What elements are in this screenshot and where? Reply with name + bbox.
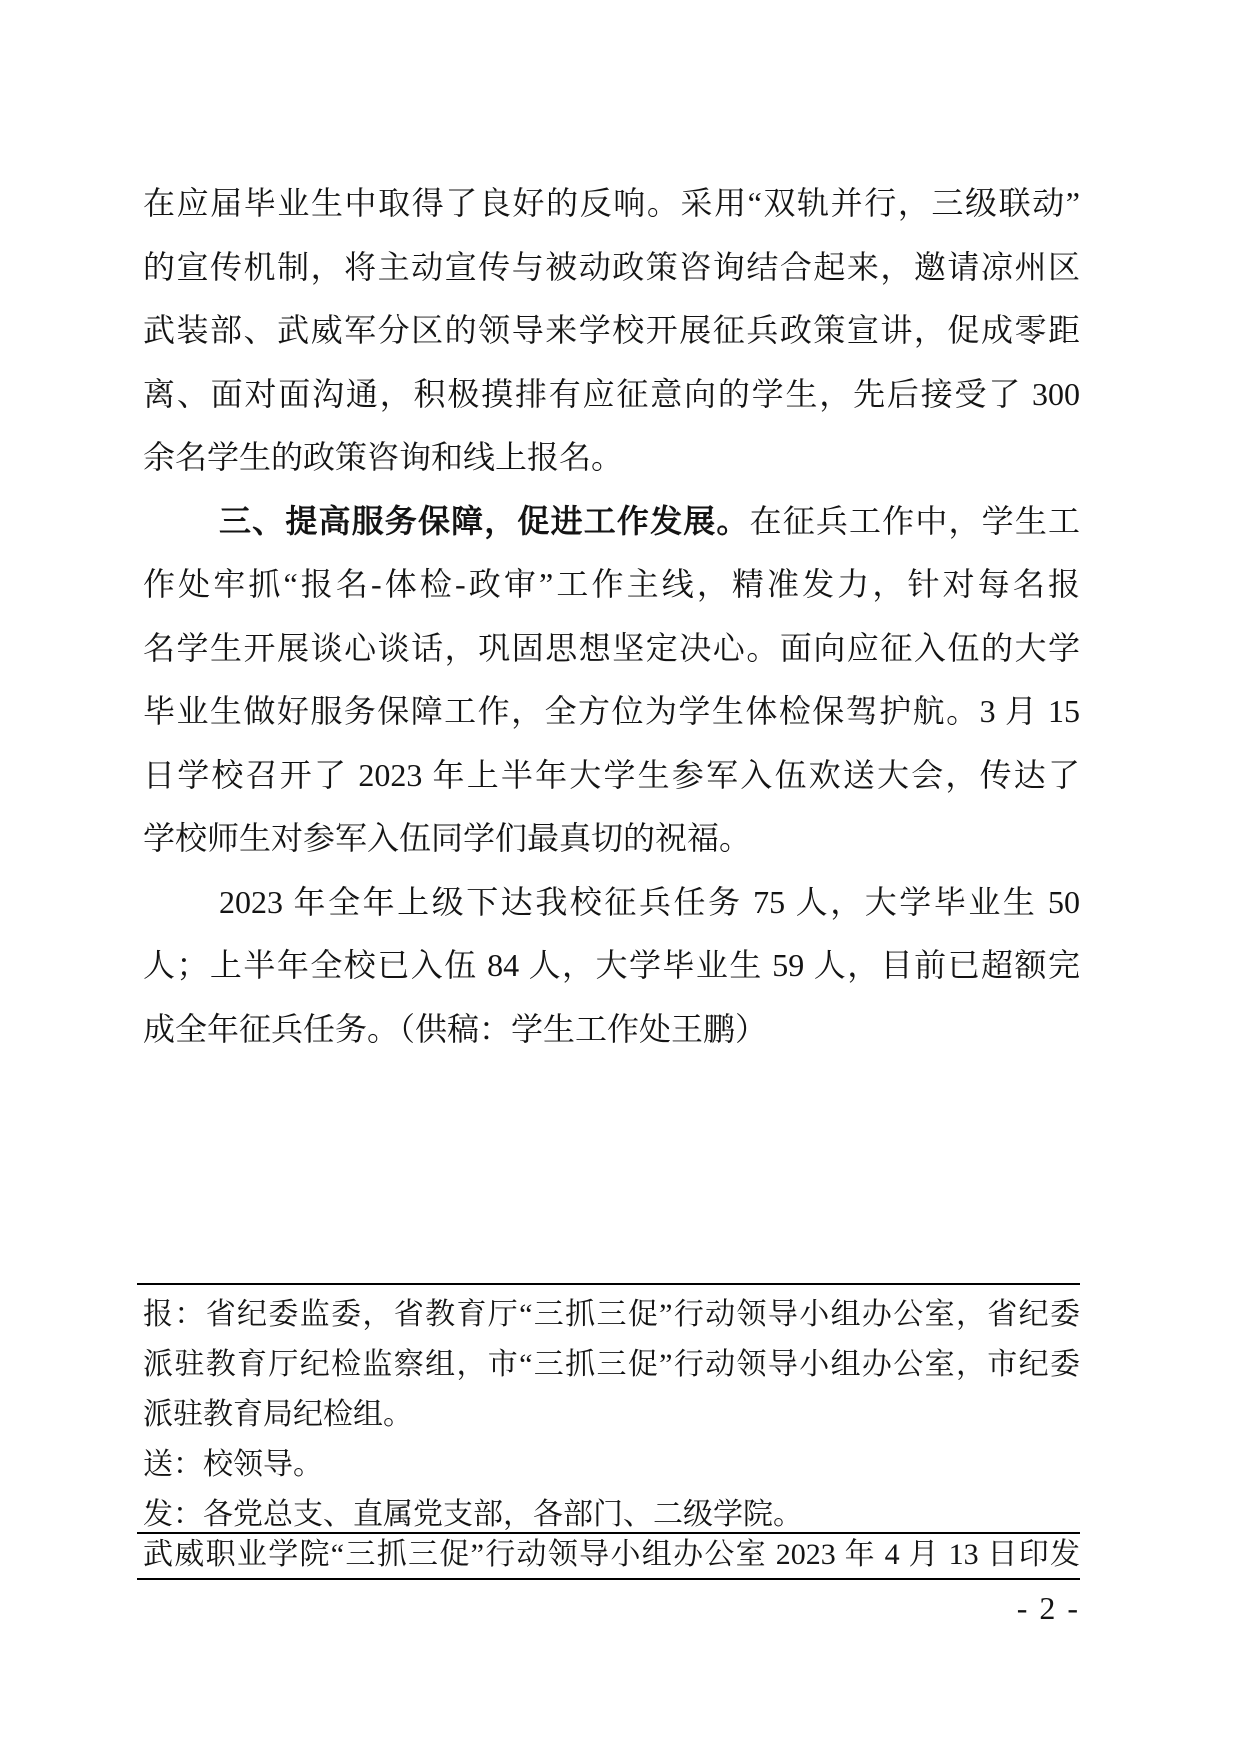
distribution-line-fa: 发：各党总支、直属党支部，各部门、二级学院。 bbox=[143, 1498, 803, 1531]
issuer-line: 武威职业学院“三抓三促”行动领导小组办公室 2023 年 4 月 13 日印发 bbox=[143, 1538, 1080, 1571]
footer-divider-top bbox=[137, 1283, 1080, 1285]
distribution-line-song: 送：校领导。 bbox=[143, 1448, 323, 1481]
document-body bbox=[143, 172, 1080, 1061]
section-heading-line bbox=[143, 490, 1080, 554]
body-line: 作处牢抓“报名-体检-政审”工作主线，精准发力，针对每名报 bbox=[143, 566, 1080, 602]
body-line: 名学生开展谈心谈话，巩固思想坚定决心。面向应征入伍的大学 bbox=[143, 629, 1080, 666]
body-line: 武装部、武威军分区的领导来学校开展征兵政策宣讲，促成零距 bbox=[143, 312, 1080, 348]
body-line: 学校师生对参军入伍同学们最真切的祝福。 bbox=[143, 820, 752, 856]
distribution-block bbox=[143, 1290, 1080, 1540]
body-line: 日学校召开了 2023 年上半年大学生参军入伍欢送大会，传达了 bbox=[143, 756, 1080, 793]
section-heading: 三、提高服务保障，促进工作发展。 bbox=[219, 502, 750, 539]
body-line: 余名学生的政策咨询和线上报名。 bbox=[143, 439, 624, 475]
body-line: 离、面对面沟通，积极摸排有应征意向的学生，先后接受了 300 bbox=[143, 375, 1080, 412]
distribution-line: 派驻教育厅纪检监察组，市“三抓三促”行动领导小组办公室，市纪委 bbox=[143, 1348, 1080, 1381]
body-line: 2023 年全年上级下达我校征兵任务 75 人，大学毕业生 50 bbox=[219, 883, 1080, 920]
distribution-line-bao: 报：省纪委监委，省教育厅“三抓三促”行动领导小组办公室，省纪委 bbox=[143, 1298, 1080, 1331]
body-line: 成全年征兵任务。（供稿：学生工作处王鹏） bbox=[143, 1010, 768, 1047]
body-line: 在应届毕业生中取得了良好的反响。采用“双轨并行，三级联动” bbox=[143, 185, 1080, 221]
body-line: 毕业生做好服务保障工作，全方位为学生体检保驾护航。3 月 15 bbox=[143, 693, 1080, 729]
page-number: - 2 - bbox=[1016, 1590, 1080, 1626]
distribution-line: 派驻教育局纪检组。 bbox=[143, 1398, 413, 1431]
body-text-span: 在征兵工作中，学生工 bbox=[749, 502, 1080, 539]
body-line: 的宣传机制，将主动宣传与被动政策咨询结合起来，邀请凉州区 bbox=[143, 248, 1080, 285]
body-line: 人；上半年全校已入伍 84 人，大学毕业生 59 人，目前已超额完 bbox=[143, 947, 1080, 983]
footer-divider-bottom bbox=[137, 1578, 1080, 1580]
